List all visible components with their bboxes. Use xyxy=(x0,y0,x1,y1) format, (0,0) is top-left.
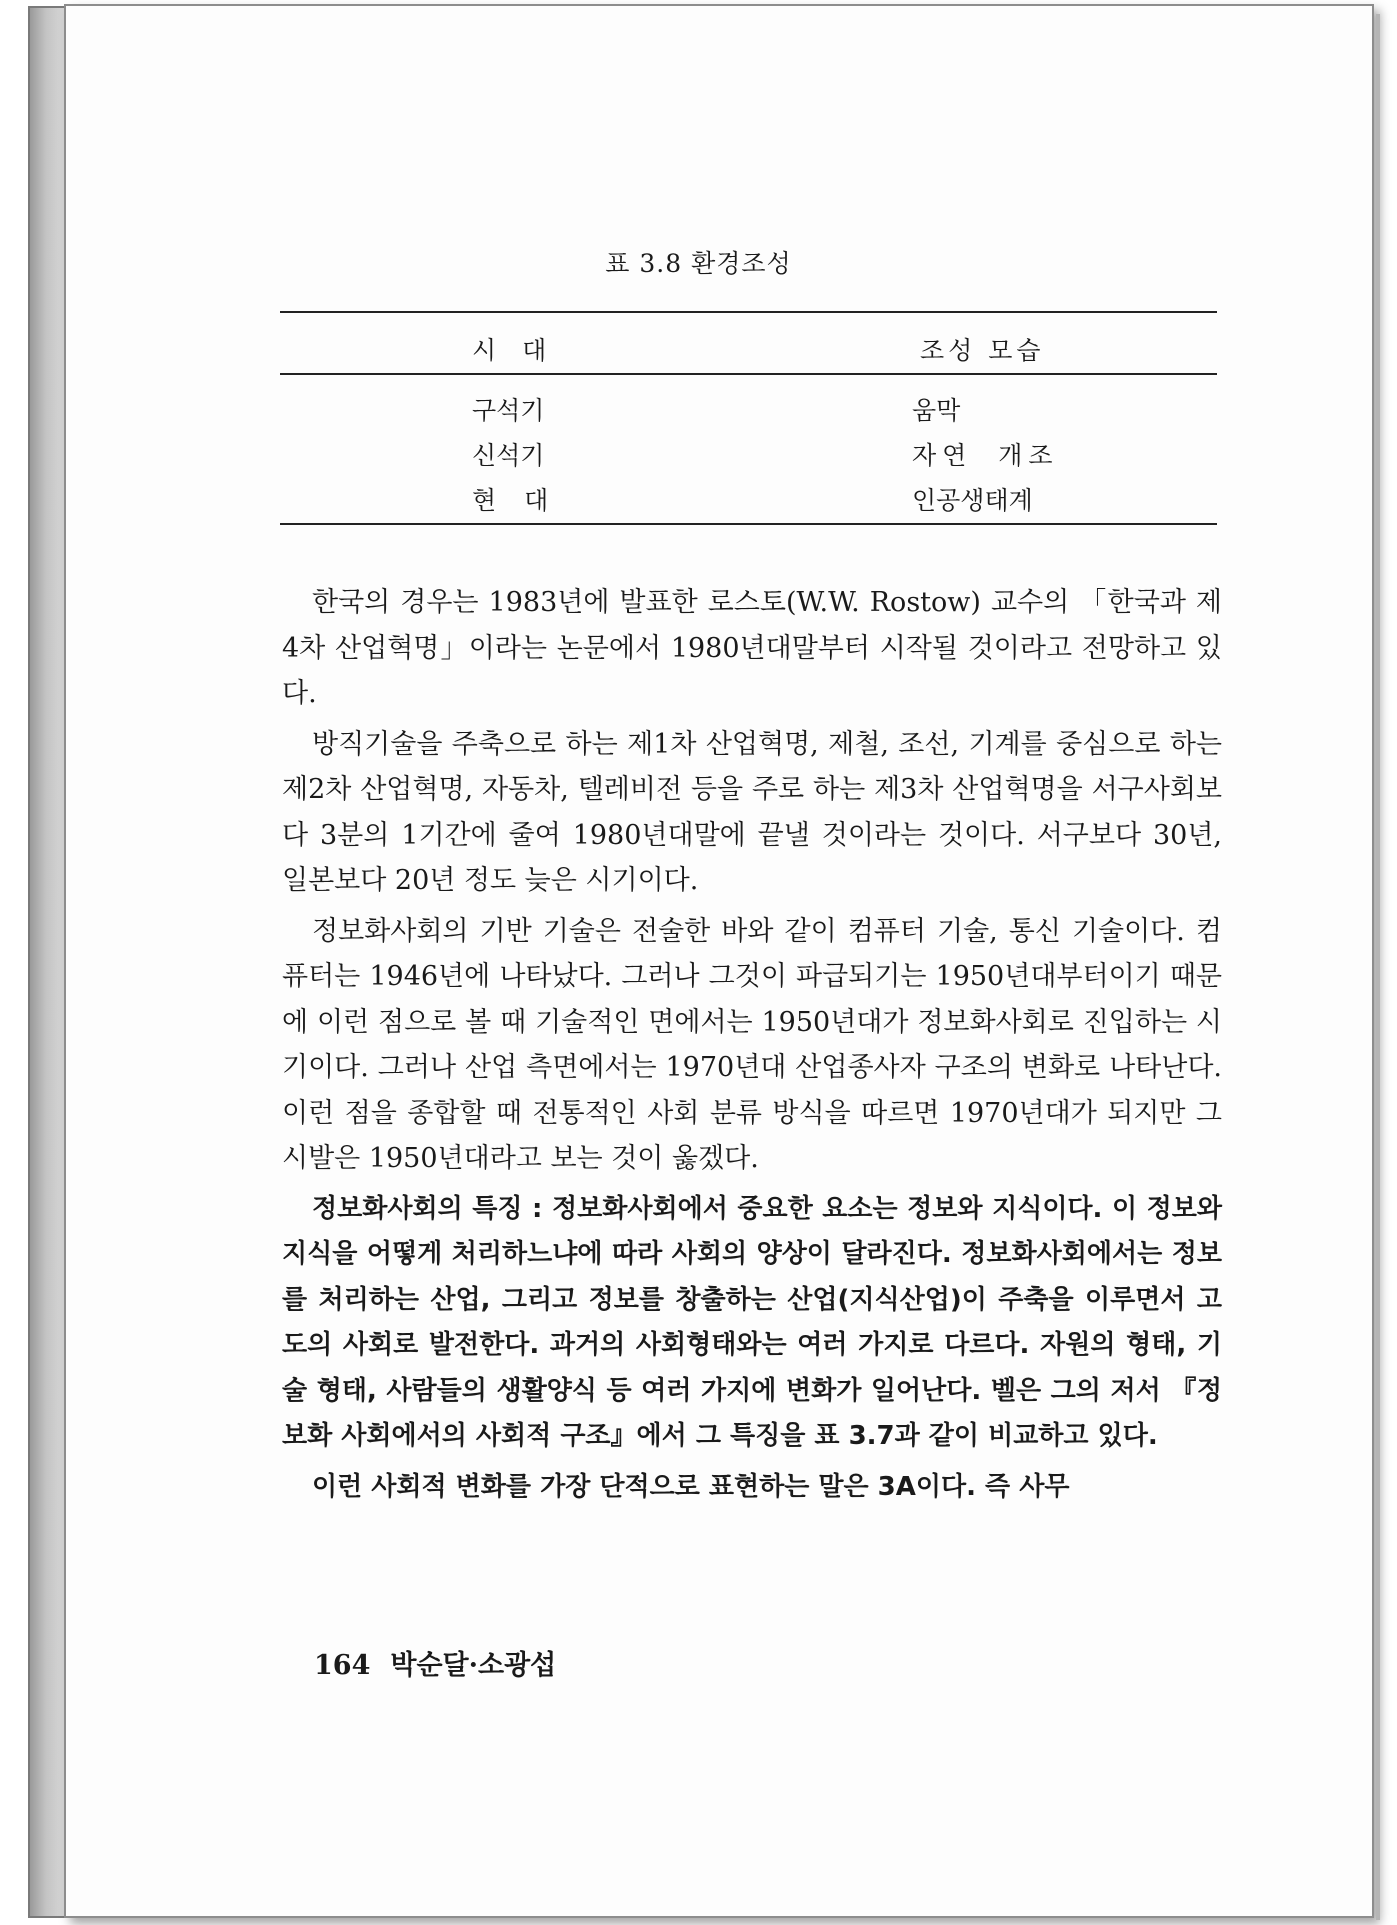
paragraph: 이런 사회적 변화를 가장 단적으로 표현하는 말은 3A이다. 즉 사무 xyxy=(312,1471,1070,1502)
table-caption: 표 3.8 환경조성 xyxy=(605,249,792,278)
table-cell-form: 인공생태계 xyxy=(912,486,1033,515)
paragraph: 방직기술을 주축으로 하는 제1차 산업혁명, 제철, 조선, 기계를 중심으로 하는 제2차 산업혁명, 자동차, 텔레비전 등을 주로 하는 제3차 산업혁명을 서구사회보다 3분의 1기간에 줄여 1980년대말에 끝낼 것이라는 것이다. 서구보다 30년, 일본보다 20년 정도 늦은 시기이다. xyxy=(282,728,1222,896)
author-names: 박순달·소광섭 xyxy=(390,1650,557,1681)
paragraph: 정보화사회의 특징 : 정보화사회에서 중요한 요소는 정보와 지식이다. 이 정보와 지식을 어떻게 처리하느냐에 따라 사회의 양상이 달라진다. 정보화사회에서는 정보를 처리하는 산업, 그리고 정보를 창출하는 산업(지식산업)이 주축을 이루면서 고도의 사회로 발전한다. 과거의 사회형태와는 여러 가지로 다르다. 자원의 형태, 기술 형태, 사람들의 생활양식 등 여러 가지에 변화가 일어난다. 벨은 그의 저서 『정보화 사회에서의 사회적 구조』에서 그 특징을 표 3.7과 같이 비교하고 있다. xyxy=(282,1193,1222,1451)
table-header-rule xyxy=(280,373,1217,375)
body-text xyxy=(282,580,1222,1510)
table-header-era: 시대 xyxy=(472,336,573,365)
table-cell-form: 움막 xyxy=(912,396,961,425)
table-cell-era: 신석기 xyxy=(472,441,545,470)
table-top-rule xyxy=(280,311,1217,313)
table-cell-era: 구석기 xyxy=(472,396,545,425)
page-edge xyxy=(1376,14,1380,1920)
paragraph: 정보화사회의 기반 기술은 전술한 바와 같이 컴퓨터 기술, 통신 기술이다. 컴퓨터는 1946년에 나타났다. 그러나 그것이 파급되기는 1950년대부터이기 때문에 이런 점으로 볼 때 기술적인 면에서는 1950년대가 정보화사회로 진입하는 시기이다. 그러나 산업 측면에서는 1970년대 산업종사자 구조의 변화로 나타난다. 이런 점을 종합할 때 전통적인 사회 분류 방식을 따르면 1970년대가 되지만 그시발은 1950년대라고 보는 것이 옳겠다. xyxy=(282,915,1222,1174)
table-cell-era: 현대 xyxy=(472,486,577,515)
table-cell-form: 자연 개조 xyxy=(912,441,1059,470)
page-number: 164 xyxy=(314,1650,371,1681)
paragraph: 한국의 경우는 1983년에 발표한 로스토(W.W. Rostow) 교수의 「한국과 제4차 산업혁명」이라는 논문에서 1980년대말부터 시작될 것이라고 전망하고 있다. xyxy=(282,587,1222,709)
table-header-form: 조성 모습 xyxy=(920,336,1045,365)
page-footer xyxy=(314,1643,556,1682)
book-spine-shadow xyxy=(28,6,66,1918)
table-bottom-rule xyxy=(280,523,1217,525)
